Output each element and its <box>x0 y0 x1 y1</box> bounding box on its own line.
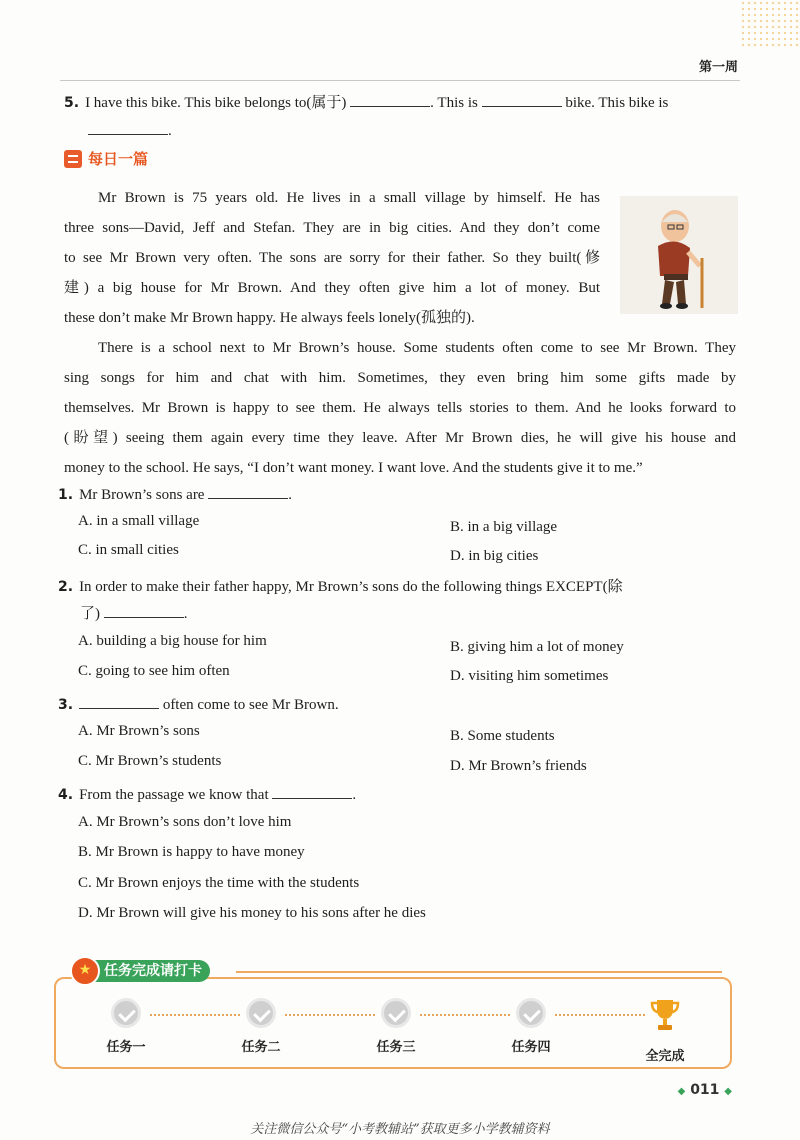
option-4d[interactable]: D. Mr Brown will give his money to his sons after he dies <box>78 905 426 921</box>
answer-blank[interactable] <box>208 484 288 499</box>
option-3c[interactable]: C. Mr Brown’s students <box>78 753 222 769</box>
answer-blank[interactable] <box>79 694 159 709</box>
header-rule <box>60 80 740 81</box>
task-3[interactable]: 任务三 <box>356 998 436 1055</box>
passage-line: Mr Brown is 75 years old. He lives in a small village by himself. He has <box>98 190 600 206</box>
option-1d[interactable]: D. in big cities <box>450 548 539 564</box>
question-2-cont: 了) . <box>80 603 188 624</box>
passage-line: to see Mr Brown very often. The sons are sorry for their father. So they built(修 <box>64 250 600 266</box>
option-2d[interactable]: D. visiting him sometimes <box>450 668 609 684</box>
task-2[interactable]: 任务二 <box>221 998 301 1055</box>
passage-line: three sons—David, Jeff and Stefan. They are in big cities. And they don’t come <box>64 220 600 236</box>
answer-blank[interactable] <box>272 784 352 799</box>
checkmark-icon <box>516 998 546 1028</box>
option-3a[interactable]: A. Mr Brown’s sons <box>78 723 200 739</box>
option-4c[interactable]: C. Mr Brown enjoys the time with the students <box>78 875 360 891</box>
page-number: ◆ 011 ◆ <box>677 1082 732 1098</box>
passage-line: 建) a big house for Mr Brown. And they often give him a lot of money. But <box>64 280 600 296</box>
old-man-illustration <box>620 196 738 314</box>
trophy-icon <box>650 998 680 1032</box>
option-2c[interactable]: C. going to see him often <box>78 663 230 679</box>
task-card-divider <box>236 971 722 973</box>
section-icon <box>64 150 82 168</box>
answer-blank[interactable] <box>350 92 430 107</box>
answer-blank[interactable] <box>482 92 562 107</box>
option-2b[interactable]: B. giving him a lot of money <box>450 639 624 655</box>
task-1[interactable]: 任务一 <box>86 998 166 1055</box>
passage-paragraph-2 <box>64 333 736 483</box>
question-4: 4. From the passage we know that . <box>58 784 356 804</box>
passage-line: There is a school next to Mr Brown’s house. Some students often come to see Mr Brown. They <box>98 340 736 356</box>
passage-line: sing songs for him and chat with him. Sometimes, they even bring him some gifts made by <box>64 370 736 386</box>
task-card-title: 任务完成请打卡 <box>78 960 210 982</box>
option-2a[interactable]: A. building a big house for him <box>78 633 267 649</box>
week-label: 第一周 <box>698 60 738 75</box>
question-1: 1. Mr Brown’s sons are . <box>58 484 292 504</box>
passage-line: (盼望) seeing them again every time they leave. After Mr Brown dies, he will give his house and <box>64 430 736 446</box>
option-1c[interactable]: C. in small cities <box>78 542 179 558</box>
passage-paragraph-1 <box>64 183 600 333</box>
question-3: 3. often come to see Mr Brown. <box>58 694 339 714</box>
section-title: 每日一篇 <box>88 150 149 168</box>
option-1a[interactable]: A. in a small village <box>78 513 200 529</box>
checkmark-icon <box>246 998 276 1028</box>
corner-dot-pattern <box>740 0 800 50</box>
task-4[interactable]: 任务四 <box>491 998 571 1055</box>
answer-blank[interactable] <box>104 603 184 618</box>
q5-line-1: 5. I have this bike. This bike belongs to(属于) . This is bike. This bike is <box>64 92 668 113</box>
star-medal-icon: ★ <box>70 956 100 986</box>
passage-line: these don’t make Mr Brown happy. He always feels lonely(孤独的). <box>64 310 475 326</box>
option-4a[interactable]: A. Mr Brown’s sons don’t love him <box>78 814 292 830</box>
question-2: 2. In order to make their father happy, Mr Brown’s sons do the following things EXCEPT(除 <box>58 579 623 595</box>
task-all-complete[interactable]: 全完成 <box>625 998 705 1064</box>
option-1b[interactable]: B. in a big village <box>450 519 558 535</box>
passage-line: money to the school. He says, “I don’t want money. I want love. And the students give it to me.” <box>64 460 643 476</box>
checkmark-icon <box>381 998 411 1028</box>
section-header <box>64 148 148 169</box>
option-4b[interactable]: B. Mr Brown is happy to have money <box>78 844 305 860</box>
answer-blank[interactable] <box>88 120 168 135</box>
q5-line-2: . <box>88 120 172 141</box>
option-3b[interactable]: B. Some students <box>450 728 555 744</box>
passage-line: themselves. Mr Brown is happy to see them. He always tells stories to them. And he looks forward to <box>64 400 736 416</box>
option-3d[interactable]: D. Mr Brown’s friends <box>450 758 587 774</box>
checkmark-icon <box>111 998 141 1028</box>
footer-note: 关注微信公众号“小考教辅站”获取更多小学教辅资料 <box>250 1122 550 1137</box>
